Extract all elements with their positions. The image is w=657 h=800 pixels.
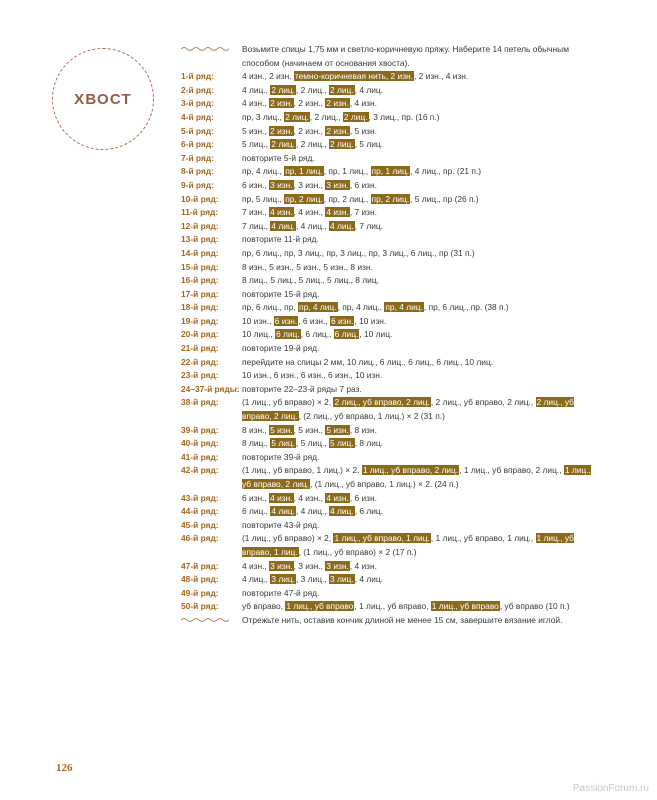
highlighted-stitches: 6 изн. <box>331 315 354 326</box>
row-text <box>242 451 591 465</box>
row-label: 3-й ряд: <box>181 98 214 109</box>
row-instruction <box>181 383 591 397</box>
text-segment: , 10 изн. <box>354 315 387 326</box>
row-instruction <box>181 356 591 370</box>
row-instruction <box>181 437 591 451</box>
section-badge <box>52 48 154 150</box>
text-segment: 6 изн., <box>242 492 270 503</box>
text-segment: 10 лиц., <box>242 329 275 340</box>
text-segment: , 6 изн., <box>298 315 331 326</box>
text-segment: 8 изн., <box>242 424 270 435</box>
highlighted-stitches: 1 лиц., уб вправо, 2 лиц. <box>362 465 459 476</box>
text-segment: , 3 изн., <box>293 560 326 571</box>
row-label: 22-й ряд: <box>181 356 219 367</box>
row-text <box>242 600 591 614</box>
text-segment: , 2 лиц., уб вправо, 2 лиц., <box>430 397 536 408</box>
highlighted-stitches: 1 лиц., уб вправо, 1 лиц. <box>242 533 574 557</box>
row-instruction <box>181 233 591 247</box>
row-instruction <box>181 328 591 342</box>
highlighted-stitches: пр, 2 лиц. <box>285 193 323 204</box>
text-segment: пр, 6 лиц., пр, <box>242 302 299 313</box>
row-label: 50-й ряд: <box>181 601 219 612</box>
highlighted-stitches: 4 изн. <box>270 207 293 218</box>
row-label: 46-й ряд: <box>181 533 219 544</box>
text-segment: , пр, 1 лиц., <box>323 166 371 177</box>
row-text <box>242 356 591 370</box>
text-segment: , 2 изн., <box>293 98 326 109</box>
row-instruction <box>181 165 591 179</box>
row-text <box>242 43 591 70</box>
row-text <box>242 464 591 491</box>
row-label: 7-й ряд: <box>181 152 214 163</box>
highlighted-stitches: 1 лиц., уб вправо, 1 лиц. <box>334 533 430 544</box>
row-label: 23-й ряд: <box>181 370 219 381</box>
row-instruction <box>181 247 591 261</box>
text-segment: пр, 6 лиц., пр, 3 лиц., пр, 3 лиц., пр, 3 лиц., 6 лиц., пр (31 п.) <box>242 247 475 258</box>
section-title: ХВОСТ <box>74 90 132 108</box>
row-text <box>242 206 591 220</box>
row-text <box>242 247 591 261</box>
highlighted-stitches: темно-коричневая нить, 2 изн. <box>294 71 414 82</box>
row-instruction <box>181 342 591 356</box>
text-segment: , 4 лиц., <box>296 506 329 517</box>
highlighted-stitches: 4 лиц. <box>330 506 354 517</box>
row-instruction <box>181 301 591 315</box>
row-label: 47-й ряд: <box>181 560 219 571</box>
highlighted-stitches: 3 лиц. <box>330 574 354 585</box>
text-segment: , 4 изн., <box>293 492 326 503</box>
highlighted-stitches: 5 изн. <box>326 424 349 435</box>
highlighted-stitches: 3 лиц. <box>271 574 296 585</box>
text-segment: , 7 лиц. <box>354 220 384 231</box>
text-segment: 10 изн., <box>242 315 274 326</box>
text-segment: пр, 4 лиц., <box>242 166 285 177</box>
highlighted-stitches: 2 лиц. <box>271 84 296 95</box>
text-segment: , 5 лиц., <box>296 438 329 449</box>
row-text <box>242 193 591 207</box>
row-label: 13-й ряд: <box>181 234 219 245</box>
highlighted-stitches: 2 лиц. <box>330 139 354 150</box>
highlighted-stitches: 4 лиц. <box>271 506 296 517</box>
row-instruction <box>181 84 591 98</box>
row-label: 14-й ряд: <box>181 247 219 258</box>
text-segment: 8 лиц., 5 лиц., 5 лиц., 5 лиц., 8 лиц. <box>242 275 379 286</box>
row-label: 18-й ряд: <box>181 302 219 313</box>
text-segment: , 1 лиц., уб вправо, 1 лиц., <box>430 533 536 544</box>
watermark: PassionForum.ru <box>572 783 649 794</box>
row-label: 2-й ряд: <box>181 84 214 95</box>
row-text <box>242 369 591 383</box>
highlighted-stitches: пр, 1 лиц. <box>371 166 410 177</box>
highlighted-stitches: 2 изн. <box>270 98 293 109</box>
row-instruction <box>181 587 591 601</box>
text-segment: 4 изн., <box>242 560 270 571</box>
highlighted-stitches: 4 лиц. <box>271 220 296 231</box>
row-label: 41-й ряд: <box>181 451 219 462</box>
row-label: 4-й ряд: <box>181 111 214 122</box>
row-text <box>242 532 591 559</box>
highlighted-stitches: 3 изн. <box>326 560 349 571</box>
row-text <box>242 587 591 601</box>
row-label: 48-й ряд: <box>181 574 219 585</box>
text-segment: , (1 лиц., уб вправо, 1 лиц.) × 2. (24 п.) <box>310 479 459 489</box>
instructions-list <box>181 43 591 628</box>
row-text <box>242 70 591 84</box>
text-segment: 7 изн., <box>242 207 270 218</box>
text-segment: пр, 5 лиц., <box>242 193 285 204</box>
row-instruction <box>181 288 591 302</box>
text-segment: , 3 лиц., пр. (16 п.) <box>368 111 440 122</box>
row-text <box>242 152 591 166</box>
row-instruction <box>181 464 591 491</box>
row-instruction <box>181 138 591 152</box>
highlighted-stitches: 5 лиц. <box>330 438 354 449</box>
text-segment: повторите 15-й ряд. <box>242 288 320 299</box>
text-segment: 4 изн., 2 изн. <box>242 71 294 82</box>
row-text <box>242 396 591 423</box>
highlighted-stitches: 3 изн. <box>326 179 349 190</box>
row-text <box>242 301 591 315</box>
row-instruction <box>181 179 591 193</box>
text-segment: , 6 лиц. <box>354 506 384 517</box>
text-segment: , 4 лиц., пр. (21 п.) <box>410 166 481 177</box>
text-segment: повторите 22–23-й ряды 7 раз. <box>242 383 362 394</box>
row-text <box>242 125 591 139</box>
text-segment: , 4 лиц. <box>354 574 384 585</box>
row-label: 40-й ряд: <box>181 438 219 449</box>
text-segment: повторите 5-й ряд. <box>242 152 315 163</box>
text-segment: повторите 39-й ряд. <box>242 451 320 462</box>
text-segment: 10 изн., 6 изн., 6 изн., 6 изн., 10 изн. <box>242 370 383 381</box>
highlighted-stitches: 1 лиц., уб вправо <box>286 601 354 612</box>
highlighted-stitches: 4 лиц. <box>330 220 354 231</box>
text-segment: , 8 изн. <box>349 424 377 435</box>
text-segment: , 4 изн. <box>349 98 377 109</box>
text-segment: (1 лиц., уб вправо) × 2, <box>242 533 334 544</box>
row-label: 45-й ряд: <box>181 519 219 530</box>
text-segment: , 6 лиц., <box>300 329 334 340</box>
text-segment: повторите 43-й ряд. <box>242 519 320 530</box>
row-label: 49-й ряд: <box>181 587 219 598</box>
row-label: 15-й ряд: <box>181 261 219 272</box>
text-segment: перейдите на спицы 2 мм, 10 лиц., 6 лиц., 6 лиц., 6 лиц., 10 лиц. <box>242 356 494 367</box>
row-label: 5-й ряд: <box>181 125 214 136</box>
row-instruction <box>181 125 591 139</box>
highlighted-stitches: 6 лиц. <box>276 329 300 340</box>
row-instruction <box>181 396 591 423</box>
text-segment: , 1 лиц., уб вправо, <box>354 601 431 612</box>
row-instruction <box>181 97 591 111</box>
row-text <box>242 560 591 574</box>
row-label: 6-й ряд: <box>181 139 214 150</box>
highlighted-stitches: 2 лиц. <box>330 84 354 95</box>
row-label: 10-й ряд: <box>181 193 219 204</box>
highlighted-stitches: 2 изн. <box>326 98 349 109</box>
text-segment: , 5 лиц., пр (26 п.) <box>410 193 479 204</box>
row-instruction <box>181 492 591 506</box>
text-segment: 4 изн., <box>242 98 270 109</box>
row-label: 21-й ряд: <box>181 343 219 354</box>
row-text <box>242 97 591 111</box>
text-segment: , 5 изн. <box>349 125 377 136</box>
row-text <box>242 505 591 519</box>
row-instruction <box>181 261 591 275</box>
row-text <box>242 111 591 125</box>
row-text <box>242 220 591 234</box>
row-instruction <box>181 519 591 533</box>
row-text <box>242 288 591 302</box>
wave-divider-icon <box>181 614 242 628</box>
text-segment: , уб вправо (10 п.) <box>499 601 570 612</box>
row-instruction <box>181 206 591 220</box>
text-segment: повторите 11-й ряд. <box>242 234 319 245</box>
row-label: 19-й ряд: <box>181 315 219 326</box>
text-segment: , 4 изн., <box>293 207 326 218</box>
row-label: 20-й ряд: <box>181 329 219 340</box>
highlighted-stitches: 2 лиц., уб вправо, 2 лиц. <box>334 397 430 408</box>
row-text <box>242 138 591 152</box>
note-row <box>181 43 591 70</box>
highlighted-stitches: 4 изн. <box>270 492 293 503</box>
text-segment: 8 изн., 5 изн., 5 изн., 5 изн., 8 изн. <box>242 261 373 272</box>
row-instruction <box>181 111 591 125</box>
row-instruction <box>181 274 591 288</box>
text-segment: , 2 изн., <box>293 125 326 136</box>
text-segment: , 1 лиц., уб вправо, 2 лиц., <box>459 465 564 476</box>
highlighted-stitches: 4 изн. <box>326 492 349 503</box>
text-segment: , 8 лиц. <box>354 438 384 449</box>
row-instruction <box>181 505 591 519</box>
row-text <box>242 328 591 342</box>
row-instruction <box>181 193 591 207</box>
text-segment: , 3 изн., <box>293 179 326 190</box>
highlighted-stitches: 1 лиц., уб вправо, 2 лиц. <box>242 465 591 489</box>
text-segment: 5 изн., <box>242 125 270 136</box>
highlighted-stitches: пр, 2 лиц. <box>371 193 410 204</box>
row-instruction <box>181 424 591 438</box>
row-instruction <box>181 600 591 614</box>
highlighted-stitches: 6 лиц. <box>334 329 359 340</box>
highlighted-stitches: 3 изн. <box>270 560 293 571</box>
text-segment: 4 лиц., <box>242 574 271 585</box>
row-text <box>242 274 591 288</box>
row-instruction <box>181 573 591 587</box>
highlighted-stitches: 6 изн. <box>274 315 298 326</box>
row-instruction <box>181 70 591 84</box>
text-segment: , (1 лиц., уб вправо) × 2 (17 п.) <box>298 546 417 557</box>
row-label: 11-й ряд: <box>181 207 219 218</box>
text-segment: , 4 лиц. <box>354 84 384 95</box>
text-segment: повторите 47-й ряд. <box>242 587 320 598</box>
row-label: 43-й ряд: <box>181 492 219 503</box>
text-segment: 7 лиц., <box>242 220 271 231</box>
text-segment: , 6 изн. <box>349 179 377 190</box>
text-segment: , 5 лиц. <box>354 139 384 150</box>
row-instruction <box>181 532 591 559</box>
highlighted-stitches: 2 изн. <box>326 125 349 136</box>
highlighted-stitches: 1 лиц., уб вправо <box>431 601 499 612</box>
text-segment: Возьмите спицы 1,75 мм и светло-коричневую пряжу. Наберите 14 петель обычным способом (начинаем от основания хвоста). <box>242 44 569 68</box>
text-segment: , 2 лиц., <box>296 84 329 95</box>
row-label: 24–37-й ряды: <box>181 383 240 394</box>
row-text <box>242 315 591 329</box>
row-text <box>242 261 591 275</box>
text-segment: , 2 изн., 4 изн. <box>414 71 469 82</box>
row-text <box>242 165 591 179</box>
row-text <box>242 614 591 628</box>
row-label: 44-й ряд: <box>181 506 219 517</box>
page-number: 126 <box>56 762 73 774</box>
text-segment: , 3 лиц., <box>296 574 329 585</box>
text-segment: , 2 лиц., <box>296 139 329 150</box>
highlighted-stitches: 2 лиц., уб вправо, 2 лиц. <box>242 397 574 422</box>
text-segment: (1 лиц., уб вправо, 1 лиц.) × 2, <box>242 465 362 476</box>
row-instruction <box>181 369 591 383</box>
text-segment: уб вправо, <box>242 601 286 612</box>
text-segment: , 2 лиц., <box>309 111 343 122</box>
text-segment: (1 лиц., уб вправо) × 2, <box>242 397 334 408</box>
text-segment: , пр, 2 лиц., <box>323 193 371 204</box>
row-text <box>242 492 591 506</box>
row-text <box>242 424 591 438</box>
row-label: 12-й ряд: <box>181 220 219 231</box>
note-row <box>181 614 591 628</box>
text-segment: , 6 изн. <box>349 492 377 503</box>
row-text <box>242 437 591 451</box>
row-label: 1-й ряд: <box>181 71 214 82</box>
row-instruction <box>181 560 591 574</box>
row-text <box>242 383 591 397</box>
text-segment: пр, 3 лиц., <box>242 111 285 122</box>
text-segment: повторите 19-й ряд. <box>242 343 320 354</box>
row-instruction <box>181 152 591 166</box>
text-segment: Отрежьте нить, оставив кончик длиной не менее 15 см, завершите вязание иглой. <box>242 614 563 625</box>
text-segment: , 4 изн. <box>349 560 377 571</box>
highlighted-stitches: 5 лиц. <box>271 438 296 449</box>
row-instruction <box>181 220 591 234</box>
text-segment: , пр, 6 лиц., пр. (38 п.) <box>423 302 509 313</box>
row-label: 39-й ряд: <box>181 424 219 435</box>
text-segment: 4 лиц., <box>242 84 271 95</box>
highlighted-stitches: 2 лиц. <box>343 111 368 122</box>
highlighted-stitches: пр, 4 лиц. <box>299 302 337 313</box>
text-segment: , 4 лиц., <box>296 220 329 231</box>
text-segment: , (2 лиц., уб вправо, 1 лиц.) × 2 (31 п.) <box>298 411 445 422</box>
highlighted-stitches: 4 изн. <box>326 207 349 218</box>
row-label: 16-й ряд: <box>181 275 219 286</box>
row-text <box>242 179 591 193</box>
row-text <box>242 342 591 356</box>
row-instruction <box>181 451 591 465</box>
text-segment: , 7 изн. <box>349 207 377 218</box>
text-segment: , 10 лиц. <box>359 329 393 340</box>
highlighted-stitches: пр, 1 лиц. <box>285 166 323 177</box>
highlighted-stitches: 3 изн. <box>270 179 293 190</box>
row-label: 9-й ряд: <box>181 179 214 190</box>
row-text <box>242 84 591 98</box>
text-segment: , пр, 4 лиц., <box>337 302 385 313</box>
text-segment: 6 лиц., <box>242 506 271 517</box>
row-text <box>242 519 591 533</box>
row-instruction <box>181 315 591 329</box>
text-segment: 6 изн., <box>242 179 270 190</box>
row-label: 42-й ряд: <box>181 465 219 476</box>
highlighted-stitches: 2 изн. <box>270 125 293 136</box>
text-segment: 8 лиц., <box>242 438 271 449</box>
row-text <box>242 573 591 587</box>
wave-divider-icon <box>181 43 242 70</box>
highlighted-stitches: 2 лиц. <box>271 139 296 150</box>
highlighted-stitches: пр, 4 лиц. <box>385 302 423 313</box>
text-segment: , 5 изн., <box>293 424 326 435</box>
row-text <box>242 233 591 247</box>
row-label: 38-й ряд: <box>181 397 219 408</box>
text-segment: 5 лиц., <box>242 139 271 150</box>
highlighted-stitches: 5 изн. <box>270 424 293 435</box>
highlighted-stitches: 2 лиц. <box>285 111 309 122</box>
row-label: 8-й ряд: <box>181 166 214 177</box>
row-label: 17-й ряд: <box>181 288 219 299</box>
